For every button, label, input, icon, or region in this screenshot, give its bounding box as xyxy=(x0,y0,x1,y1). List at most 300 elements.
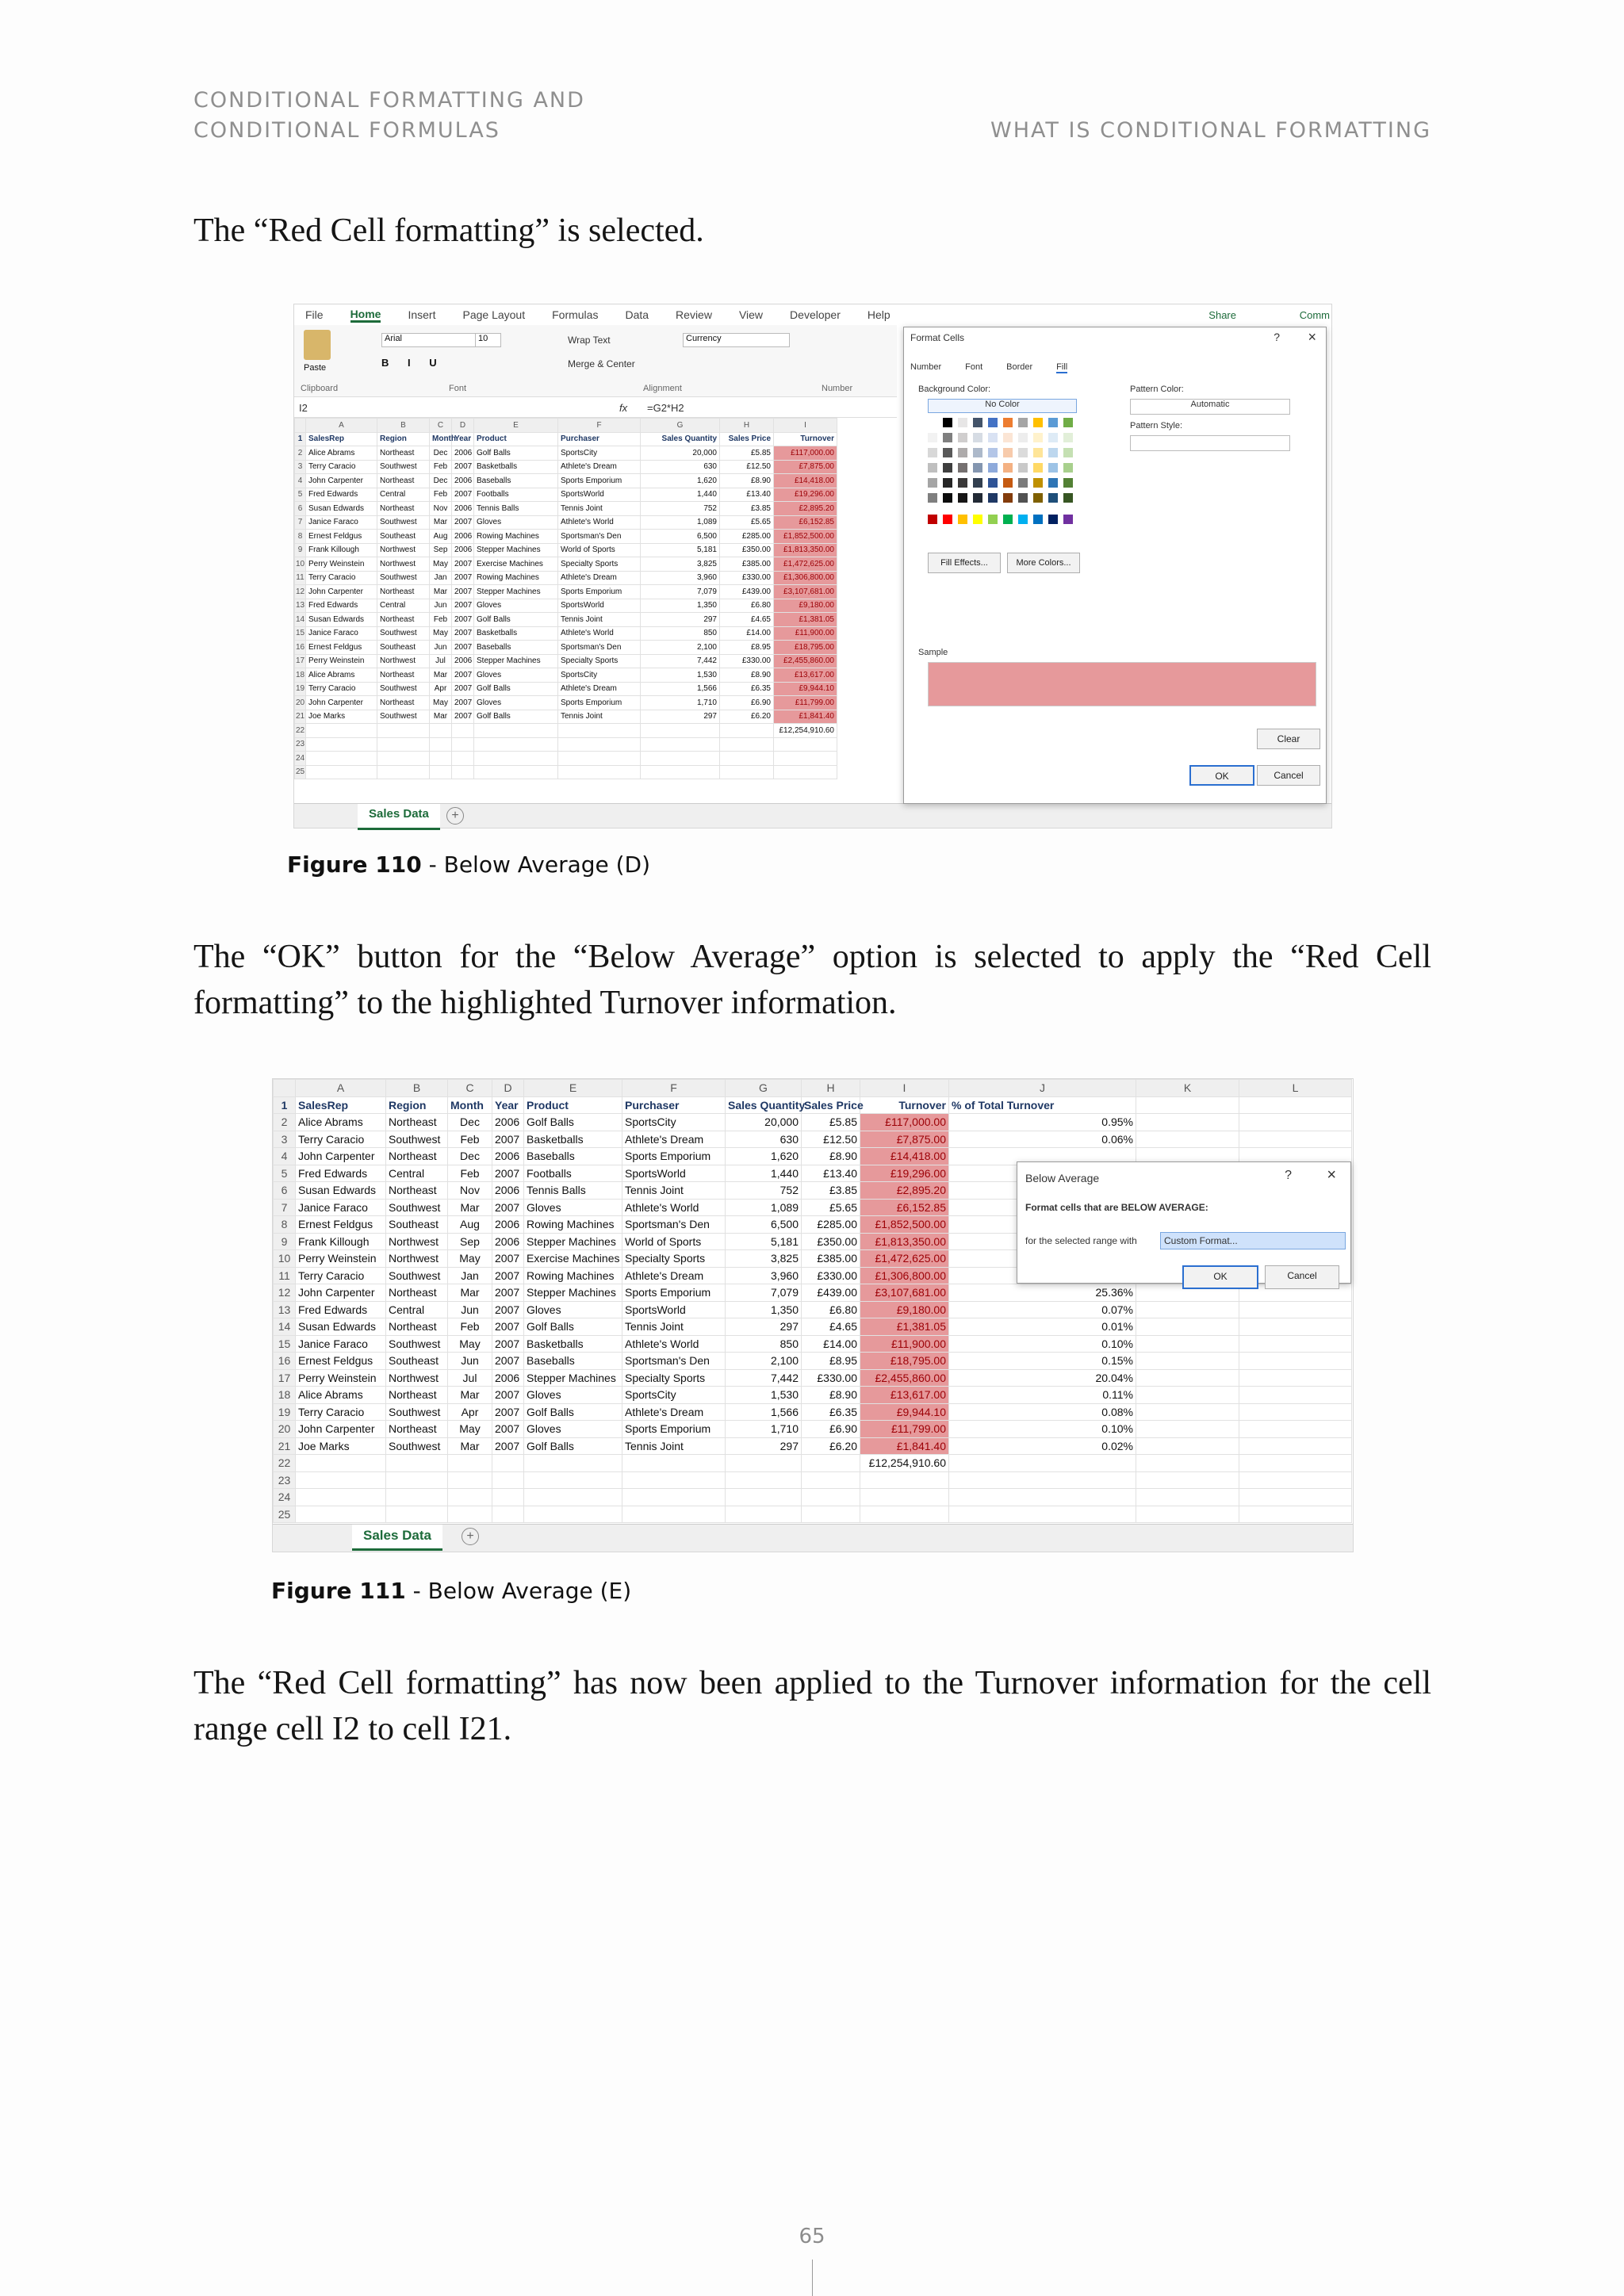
cell-region[interactable]: Southwest xyxy=(386,1131,448,1148)
color-swatch[interactable] xyxy=(958,418,967,427)
empty-cell[interactable] xyxy=(386,1471,448,1489)
empty-cell[interactable] xyxy=(720,752,774,766)
empty-cell[interactable] xyxy=(726,1471,802,1489)
cell-turnover[interactable]: £2,895.20 xyxy=(774,502,837,516)
empty-cell[interactable] xyxy=(720,737,774,752)
dialog-tab-border[interactable]: Border xyxy=(1006,362,1033,372)
cell-product[interactable]: Stepper Machines xyxy=(524,1233,622,1250)
cell-qty[interactable]: 752 xyxy=(726,1182,802,1200)
empty-cell[interactable] xyxy=(1136,1387,1239,1404)
cell-qty[interactable]: 297 xyxy=(726,1437,802,1455)
color-swatch[interactable] xyxy=(1063,418,1073,427)
color-swatch[interactable] xyxy=(973,493,982,503)
color-swatch[interactable] xyxy=(1003,478,1013,488)
cell-year[interactable]: 2007 xyxy=(492,1421,524,1438)
cell-price[interactable]: £5.65 xyxy=(720,515,774,530)
cell-qty[interactable]: 1,710 xyxy=(641,696,720,710)
cell-price[interactable]: £3.85 xyxy=(720,502,774,516)
cell-qty[interactable]: 3,825 xyxy=(641,557,720,572)
column-header[interactable]: G xyxy=(641,419,720,433)
cell-price[interactable]: £12.50 xyxy=(802,1131,860,1148)
column-header[interactable]: G xyxy=(726,1080,802,1097)
row-number[interactable]: 24 xyxy=(295,752,306,766)
cell-year[interactable]: 2007 xyxy=(492,1284,524,1302)
pattern-style-select[interactable] xyxy=(1130,435,1290,451)
empty-cell[interactable] xyxy=(726,1506,802,1523)
cell-rep[interactable]: Ernest Feldgus xyxy=(296,1216,386,1234)
color-swatch[interactable] xyxy=(928,478,937,488)
cell-qty[interactable]: 1,566 xyxy=(726,1403,802,1421)
cell-product[interactable]: Gloves xyxy=(524,1199,622,1216)
color-swatch[interactable] xyxy=(1018,433,1028,442)
cell-month[interactable]: Dec xyxy=(430,446,452,461)
ribbon-tab-developer[interactable]: Developer xyxy=(790,308,841,321)
row-number[interactable]: 2 xyxy=(295,446,306,461)
cell-month[interactable]: May xyxy=(448,1250,492,1268)
cell-turnover[interactable]: £1,813,350.00 xyxy=(860,1233,949,1250)
cell-region[interactable]: Northeast xyxy=(377,696,430,710)
color-swatch[interactable] xyxy=(1033,433,1043,442)
color-swatch[interactable] xyxy=(1033,515,1043,524)
color-swatch[interactable] xyxy=(943,493,952,503)
corner-cell[interactable] xyxy=(274,1080,296,1097)
cell-rep[interactable]: Fred Edwards xyxy=(296,1301,386,1318)
cell-turnover[interactable]: £6,152.85 xyxy=(860,1199,949,1216)
cell-turnover[interactable]: £19,296.00 xyxy=(774,488,837,502)
cell-pct[interactable]: 0.10% xyxy=(949,1421,1136,1438)
empty-cell[interactable] xyxy=(622,1506,726,1523)
column-header[interactable]: F xyxy=(558,419,641,433)
cell-price[interactable]: £8.90 xyxy=(720,474,774,488)
cell-month[interactable]: Mar xyxy=(430,515,452,530)
empty-cell[interactable] xyxy=(1239,1403,1352,1421)
cell-month[interactable]: Dec xyxy=(430,474,452,488)
cell-product[interactable]: Golf Balls xyxy=(474,446,558,461)
cell-qty[interactable]: 752 xyxy=(641,502,720,516)
cell-year[interactable]: 2007 xyxy=(492,1199,524,1216)
cell-turnover[interactable]: £11,900.00 xyxy=(860,1335,949,1353)
row-number[interactable]: 3 xyxy=(295,460,306,474)
cell-year[interactable]: 2006 xyxy=(492,1369,524,1387)
cell-rep[interactable]: John Carpenter xyxy=(296,1284,386,1302)
row-number[interactable]: 19 xyxy=(295,682,306,696)
cell-turnover[interactable]: £9,180.00 xyxy=(774,599,837,613)
cell-month[interactable]: Dec xyxy=(448,1148,492,1165)
column-heading[interactable]: Region xyxy=(386,1096,448,1114)
cell-year[interactable]: 2007 xyxy=(452,571,474,585)
cell-pct[interactable]: 0.06% xyxy=(949,1131,1136,1148)
cell-product[interactable]: Baseballs xyxy=(524,1148,622,1165)
empty-cell[interactable] xyxy=(1136,1471,1239,1489)
empty-cell[interactable] xyxy=(1136,1403,1239,1421)
color-swatch[interactable] xyxy=(958,448,967,457)
color-swatch[interactable] xyxy=(1003,493,1013,503)
column-header[interactable]: H xyxy=(802,1080,860,1097)
row-number[interactable]: 7 xyxy=(295,515,306,530)
cell-purchaser[interactable]: Tennis Joint xyxy=(622,1437,726,1455)
cell-year[interactable]: 2007 xyxy=(452,613,474,627)
cell-turnover[interactable]: £14,418.00 xyxy=(774,474,837,488)
cell-month[interactable]: May xyxy=(430,626,452,641)
cell-purchaser[interactable]: World of Sports xyxy=(622,1233,726,1250)
cell-turnover[interactable]: £1,306,800.00 xyxy=(860,1267,949,1284)
cell-purchaser[interactable]: Athlete's Dream xyxy=(558,682,641,696)
cell-pct[interactable]: 25.36% xyxy=(949,1284,1136,1302)
cell-year[interactable]: 2007 xyxy=(492,1131,524,1148)
color-swatch[interactable] xyxy=(958,478,967,488)
cell-rep[interactable]: Fred Edwards xyxy=(306,488,377,502)
no-color-button[interactable]: No Color xyxy=(928,399,1077,413)
column-heading[interactable]: Product xyxy=(524,1096,622,1114)
cell-region[interactable]: Central xyxy=(386,1165,448,1182)
cell-region[interactable]: Northeast xyxy=(386,1114,448,1131)
row-number[interactable]: 6 xyxy=(295,502,306,516)
cell-region[interactable]: Northeast xyxy=(386,1182,448,1200)
color-swatch[interactable] xyxy=(988,515,998,524)
column-header[interactable]: J xyxy=(949,1080,1136,1097)
row-number[interactable]: 11 xyxy=(274,1267,296,1284)
row-number[interactable]: 3 xyxy=(274,1131,296,1148)
cell-month[interactable]: Feb xyxy=(430,613,452,627)
cell-year[interactable]: 2007 xyxy=(492,1335,524,1353)
cell-rep[interactable]: Susan Edwards xyxy=(296,1318,386,1336)
ribbon-tab-data[interactable]: Data xyxy=(625,308,649,321)
cell-month[interactable]: May xyxy=(448,1421,492,1438)
cell-turnover[interactable]: £9,944.10 xyxy=(860,1403,949,1421)
cell-region[interactable]: Northeast xyxy=(377,446,430,461)
cell-year[interactable]: 2007 xyxy=(452,668,474,683)
cell-month[interactable]: Jul xyxy=(448,1369,492,1387)
row-number[interactable]: 25 xyxy=(274,1506,296,1523)
dialog-tab-font[interactable]: Font xyxy=(965,362,983,372)
cell-purchaser[interactable]: SportsCity xyxy=(558,668,641,683)
empty-cell[interactable] xyxy=(1136,1131,1239,1148)
cell-year[interactable]: 2007 xyxy=(452,515,474,530)
cell-region[interactable]: Southwest xyxy=(377,682,430,696)
cell-year[interactable]: 2007 xyxy=(452,557,474,572)
cell-purchaser[interactable]: Sportsman's Den xyxy=(558,530,641,544)
cell-purchaser[interactable]: Athlete's Dream xyxy=(622,1131,726,1148)
bold-italic-underline-icons[interactable]: B I U xyxy=(381,357,445,369)
column-header[interactable]: A xyxy=(296,1080,386,1097)
empty-cell[interactable] xyxy=(949,1471,1136,1489)
cell-month[interactable]: Feb xyxy=(448,1165,492,1182)
cell-price[interactable]: £8.90 xyxy=(802,1387,860,1404)
empty-cell[interactable] xyxy=(1136,1318,1239,1336)
row-number[interactable]: 6 xyxy=(274,1182,296,1200)
empty-cell[interactable] xyxy=(474,765,558,779)
empty-cell[interactable] xyxy=(622,1471,726,1489)
column-heading[interactable]: Product xyxy=(474,432,558,446)
cell-turnover[interactable]: £1,841.40 xyxy=(774,710,837,724)
color-swatch[interactable] xyxy=(928,433,937,442)
column-heading[interactable]: Purchaser xyxy=(622,1096,726,1114)
empty-cell[interactable] xyxy=(492,1506,524,1523)
empty-cell[interactable] xyxy=(860,1471,949,1489)
cell-price[interactable]: £14.00 xyxy=(720,626,774,641)
cell-qty[interactable]: 7,079 xyxy=(641,585,720,599)
color-swatch[interactable] xyxy=(928,493,937,503)
color-swatch[interactable] xyxy=(973,448,982,457)
cell-qty[interactable]: 3,960 xyxy=(641,571,720,585)
cell-product[interactable]: Rowing Machines xyxy=(474,571,558,585)
cell-purchaser[interactable]: Specialty Sports xyxy=(622,1250,726,1268)
row-number[interactable]: 7 xyxy=(274,1199,296,1216)
cell-month[interactable]: Aug xyxy=(430,530,452,544)
cell-qty[interactable]: 7,079 xyxy=(726,1284,802,1302)
cell-region[interactable]: Southeast xyxy=(377,530,430,544)
cell-qty[interactable]: 1,620 xyxy=(641,474,720,488)
cell-price[interactable]: £6.90 xyxy=(802,1421,860,1438)
color-swatch[interactable] xyxy=(1048,418,1058,427)
cell-qty[interactable]: 1,440 xyxy=(726,1165,802,1182)
cell-turnover[interactable]: £1,841.40 xyxy=(860,1437,949,1455)
cell-year[interactable]: 2007 xyxy=(492,1387,524,1404)
cell-purchaser[interactable]: Specialty Sports xyxy=(558,654,641,668)
cell-region[interactable]: Northwest xyxy=(386,1233,448,1250)
help-icon[interactable]: ? xyxy=(1285,1169,1292,1182)
column-header[interactable]: B xyxy=(386,1080,448,1097)
empty-cell[interactable] xyxy=(492,1489,524,1506)
fill-effects-button[interactable]: Fill Effects... xyxy=(928,553,1001,573)
cell-year[interactable]: 2007 xyxy=(452,682,474,696)
cell-region[interactable]: Northwest xyxy=(377,557,430,572)
cell-pct[interactable]: 0.15% xyxy=(949,1353,1136,1370)
column-header[interactable]: L xyxy=(1239,1080,1352,1097)
cell-price[interactable]: £285.00 xyxy=(720,530,774,544)
cell-year[interactable]: 2007 xyxy=(492,1165,524,1182)
cell-turnover[interactable]: £117,000.00 xyxy=(860,1114,949,1131)
cell-purchaser[interactable]: SportsCity xyxy=(622,1387,726,1404)
row-number[interactable]: 23 xyxy=(295,737,306,752)
cell-purchaser[interactable]: Sports Emporium xyxy=(558,585,641,599)
cell-region[interactable]: Northeast xyxy=(377,668,430,683)
cell-price[interactable]: £8.90 xyxy=(720,668,774,683)
empty-cell[interactable] xyxy=(558,737,641,752)
cell-product[interactable]: Gloves xyxy=(474,515,558,530)
row-number[interactable]: 9 xyxy=(295,543,306,557)
empty-cell[interactable] xyxy=(558,765,641,779)
cell-product[interactable]: Golf Balls xyxy=(474,710,558,724)
cell-turnover[interactable]: £2,895.20 xyxy=(860,1182,949,1200)
empty-cell[interactable] xyxy=(1136,1455,1239,1472)
cell-month[interactable]: Sep xyxy=(448,1233,492,1250)
cell-year[interactable]: 2007 xyxy=(452,710,474,724)
cell-turnover[interactable]: £1,381.05 xyxy=(860,1318,949,1336)
empty-cell[interactable] xyxy=(1239,1455,1352,1472)
cell-product[interactable]: Rowing Machines xyxy=(524,1267,622,1284)
cell-purchaser[interactable]: Athlete's Dream xyxy=(622,1403,726,1421)
cell-product[interactable]: Exercise Machines xyxy=(524,1250,622,1268)
font-size-select[interactable]: 10 xyxy=(475,333,501,347)
cell-year[interactable]: 2006 xyxy=(452,474,474,488)
color-swatch[interactable] xyxy=(928,418,937,427)
cell-qty[interactable]: 20,000 xyxy=(641,446,720,461)
cell-turnover[interactable]: £3,107,681.00 xyxy=(774,585,837,599)
cell-purchaser[interactable]: Athlete's Dream xyxy=(558,571,641,585)
cell-product[interactable]: Golf Balls xyxy=(474,682,558,696)
color-swatch[interactable] xyxy=(1003,433,1013,442)
cell-rep[interactable]: Alice Abrams xyxy=(306,446,377,461)
clear-button[interactable]: Clear xyxy=(1257,729,1320,749)
cell-month[interactable]: Jul xyxy=(430,654,452,668)
column-heading[interactable]: Sales Quantity xyxy=(641,432,720,446)
color-swatch[interactable] xyxy=(1018,463,1028,473)
color-swatch[interactable] xyxy=(958,433,967,442)
empty-cell[interactable] xyxy=(386,1506,448,1523)
empty-cell[interactable] xyxy=(949,1506,1136,1523)
cell-region[interactable]: Northeast xyxy=(377,474,430,488)
cell-region[interactable]: Northeast xyxy=(377,613,430,627)
cell-pct[interactable]: 0.07% xyxy=(949,1301,1136,1318)
row-number[interactable]: 16 xyxy=(295,641,306,655)
cell-month[interactable]: Jun xyxy=(448,1353,492,1370)
row-number[interactable]: 25 xyxy=(295,765,306,779)
ribbon-tab-review[interactable]: Review xyxy=(676,308,712,321)
color-swatch[interactable] xyxy=(1033,493,1043,503)
cell-price[interactable]: £4.65 xyxy=(802,1318,860,1336)
row-number[interactable]: 16 xyxy=(274,1353,296,1370)
column-heading[interactable] xyxy=(1239,1096,1352,1114)
cell-year[interactable]: 2007 xyxy=(452,599,474,613)
color-swatch[interactable] xyxy=(943,515,952,524)
column-header[interactable]: K xyxy=(1136,1080,1239,1097)
cell-purchaser[interactable]: World of Sports xyxy=(558,543,641,557)
cell-region[interactable]: Southwest xyxy=(386,1437,448,1455)
cell-qty[interactable]: 1,350 xyxy=(726,1301,802,1318)
empty-cell[interactable] xyxy=(1239,1114,1352,1131)
column-heading[interactable]: Year xyxy=(452,432,474,446)
cell-product[interactable]: Basketballs xyxy=(524,1335,622,1353)
ribbon-tab-help[interactable]: Help xyxy=(867,308,891,321)
empty-cell[interactable] xyxy=(1136,1489,1239,1506)
cell-price[interactable]: £5.65 xyxy=(802,1199,860,1216)
cell-price[interactable]: £3.85 xyxy=(802,1182,860,1200)
cell-month[interactable]: Apr xyxy=(448,1403,492,1421)
empty-cell[interactable] xyxy=(802,1455,860,1472)
empty-cell[interactable] xyxy=(802,1489,860,1506)
cell-region[interactable]: Central xyxy=(386,1301,448,1318)
dialog-tab-fill[interactable]: Fill xyxy=(1056,362,1068,372)
cell-rep[interactable]: Ernest Feldgus xyxy=(306,641,377,655)
color-swatch[interactable] xyxy=(1018,448,1028,457)
cell-turnover[interactable]: £13,617.00 xyxy=(774,668,837,683)
color-swatch[interactable] xyxy=(943,433,952,442)
sheet-table[interactable] xyxy=(273,1079,1352,1523)
cell-region[interactable]: Northwest xyxy=(386,1369,448,1387)
font-name-select[interactable]: Arial xyxy=(381,333,476,347)
cell-price[interactable]: £285.00 xyxy=(802,1216,860,1234)
cell-product[interactable]: Basketballs xyxy=(474,626,558,641)
empty-cell[interactable] xyxy=(1136,1114,1239,1131)
cell-price[interactable]: £5.85 xyxy=(720,446,774,461)
cell-year[interactable]: 2006 xyxy=(492,1233,524,1250)
cell-year[interactable]: 2007 xyxy=(452,585,474,599)
cell-purchaser[interactable]: Athlete's Dream xyxy=(622,1267,726,1284)
empty-cell[interactable] xyxy=(524,1455,622,1472)
cell-turnover[interactable]: £1,813,350.00 xyxy=(774,543,837,557)
color-swatch[interactable] xyxy=(1048,448,1058,457)
column-header[interactable]: E xyxy=(524,1080,622,1097)
cell-rep[interactable]: Susan Edwards xyxy=(306,613,377,627)
cell-region[interactable]: Northwest xyxy=(386,1250,448,1268)
empty-cell[interactable] xyxy=(430,752,452,766)
row-number[interactable]: 17 xyxy=(274,1369,296,1387)
row-number[interactable]: 17 xyxy=(295,654,306,668)
color-swatch[interactable] xyxy=(1003,463,1013,473)
color-swatch[interactable] xyxy=(1033,463,1043,473)
cell-qty[interactable]: 1,440 xyxy=(641,488,720,502)
empty-cell[interactable] xyxy=(474,724,558,738)
empty-cell[interactable] xyxy=(1239,1353,1352,1370)
cell-purchaser[interactable]: Specialty Sports xyxy=(558,557,641,572)
cell-qty[interactable]: 3,960 xyxy=(726,1267,802,1284)
cell-qty[interactable]: 1,089 xyxy=(641,515,720,530)
empty-cell[interactable] xyxy=(1136,1301,1239,1318)
cell-rep[interactable]: Susan Edwards xyxy=(296,1182,386,1200)
column-header[interactable]: I xyxy=(774,419,837,433)
cell-region[interactable]: Northeast xyxy=(386,1318,448,1336)
cell-rep[interactable]: Terry Caracio xyxy=(306,682,377,696)
cell-product[interactable]: Footballs xyxy=(524,1165,622,1182)
empty-cell[interactable] xyxy=(720,724,774,738)
color-swatch[interactable] xyxy=(1018,515,1028,524)
cell-product[interactable]: Stepper Machines xyxy=(474,654,558,668)
empty-cell[interactable] xyxy=(452,752,474,766)
cell-purchaser[interactable]: Athlete's Dream xyxy=(558,460,641,474)
cell-turnover[interactable]: £9,180.00 xyxy=(860,1301,949,1318)
cell-purchaser[interactable]: Sportsman's Den xyxy=(558,641,641,655)
column-heading[interactable]: Turnover xyxy=(774,432,837,446)
row-number[interactable]: 5 xyxy=(295,488,306,502)
cell-rep[interactable]: Terry Caracio xyxy=(306,460,377,474)
wrap-text-button[interactable]: Wrap Text xyxy=(568,335,611,346)
cell-purchaser[interactable]: SportsCity xyxy=(622,1114,726,1131)
color-swatch[interactable] xyxy=(988,448,998,457)
turnover-total[interactable]: £12,254,910.60 xyxy=(860,1455,949,1472)
cell-price[interactable]: £8.95 xyxy=(802,1353,860,1370)
cell-turnover[interactable]: £1,306,800.00 xyxy=(774,571,837,585)
color-swatch[interactable] xyxy=(958,463,967,473)
cell-year[interactable]: 2006 xyxy=(492,1114,524,1131)
cell-product[interactable]: Baseballs xyxy=(474,474,558,488)
ribbon-tab-insert[interactable]: Insert xyxy=(408,308,436,321)
cell-price[interactable]: £6.20 xyxy=(720,710,774,724)
cell-turnover[interactable]: £1,472,625.00 xyxy=(860,1250,949,1268)
empty-cell[interactable] xyxy=(386,1455,448,1472)
cell-year[interactable]: 2006 xyxy=(492,1216,524,1234)
cell-price[interactable]: £13.40 xyxy=(802,1165,860,1182)
color-swatch[interactable] xyxy=(928,448,937,457)
cell-month[interactable]: Feb xyxy=(430,460,452,474)
empty-cell[interactable] xyxy=(306,752,377,766)
empty-cell[interactable] xyxy=(1136,1437,1239,1455)
cell-month[interactable]: Jan xyxy=(430,571,452,585)
cell-rep[interactable]: Perry Weinstein xyxy=(296,1369,386,1387)
cell-year[interactable]: 2007 xyxy=(492,1250,524,1268)
column-heading[interactable]: Month xyxy=(448,1096,492,1114)
empty-cell[interactable] xyxy=(949,1489,1136,1506)
empty-cell[interactable] xyxy=(774,737,837,752)
cell-month[interactable]: Nov xyxy=(430,502,452,516)
cell-product[interactable]: Gloves xyxy=(524,1301,622,1318)
add-sheet-icon[interactable]: + xyxy=(446,807,464,825)
cell-month[interactable]: Mar xyxy=(448,1437,492,1455)
empty-cell[interactable] xyxy=(558,752,641,766)
color-swatch[interactable] xyxy=(1063,493,1073,503)
empty-cell[interactable] xyxy=(622,1489,726,1506)
format-select[interactable]: Custom Format... xyxy=(1160,1232,1346,1249)
